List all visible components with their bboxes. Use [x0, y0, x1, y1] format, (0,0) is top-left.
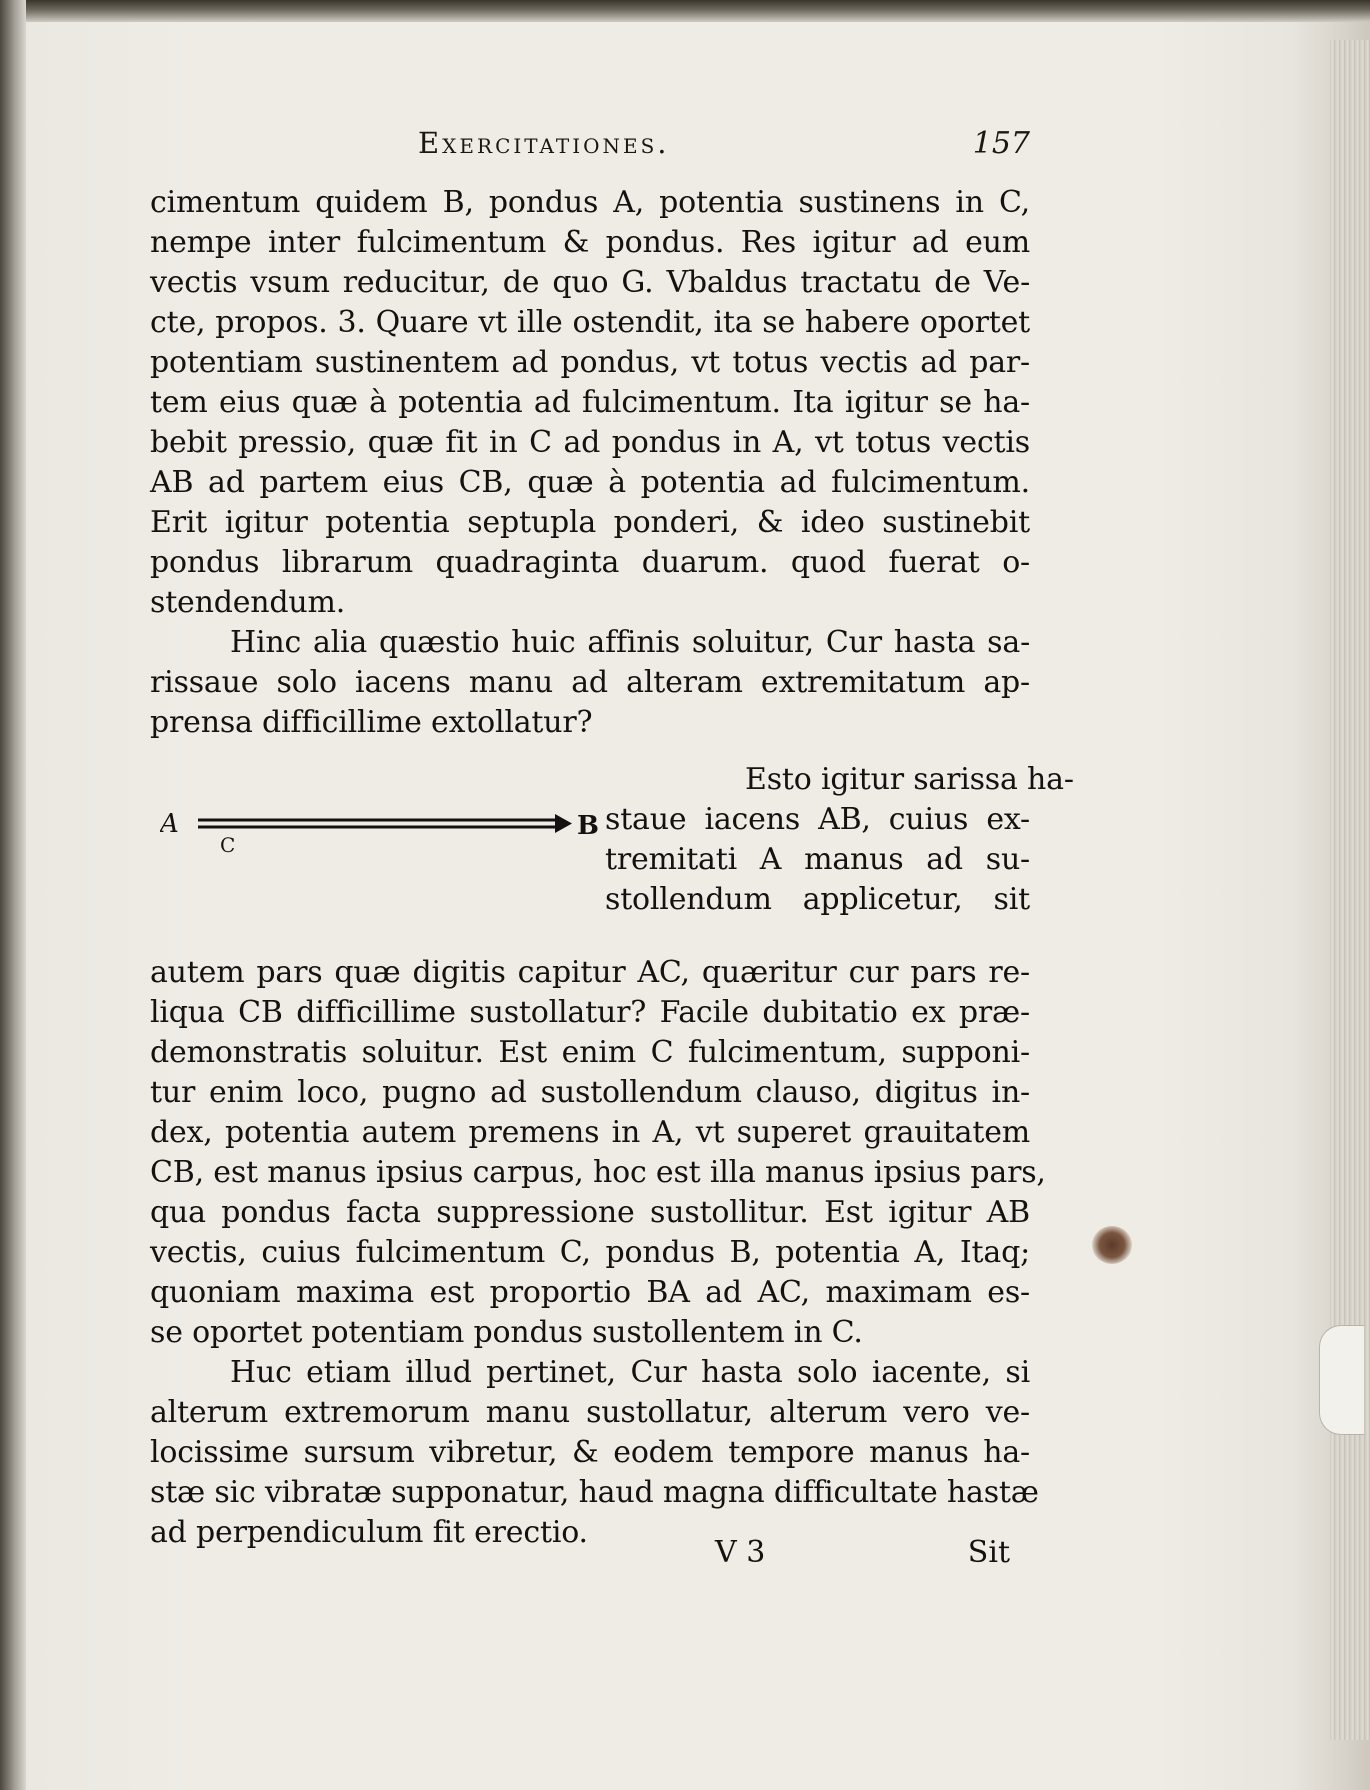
text-line: se oportet potentiam pondus sustollentem in C. — [150, 1315, 863, 1350]
signature-mark: V 3 — [715, 1535, 766, 1570]
text-line: locissime sursum vibretur, & eodem tempore manus ha- — [150, 1435, 1030, 1470]
text-line: nempe inter fulcimentum & pondus. Res igitur ad eum — [150, 225, 1030, 260]
text-line: dex, potentia autem premens in A, vt superet grauitatem — [150, 1115, 1030, 1150]
text-line: bebit pressio, quæ fit in C ad pondus in A, vt totus vectis — [150, 425, 1030, 460]
text-line: quoniam maxima est proportio BA ad AC, maximam es- — [150, 1275, 1030, 1310]
rod-arrowhead — [555, 814, 572, 833]
text-line: prensa difficillime extollatur? — [150, 705, 593, 740]
text-line: AB ad partem eius CB, quæ à potentia ad fulcimentum. — [150, 465, 1030, 500]
running-title: Exercitationes. — [418, 126, 670, 160]
text-line: Huc etiam illud pertinet, Cur hasta solo iacente, si — [230, 1355, 1030, 1390]
text-line: Erit igitur potentia septupla ponderi, & ideo sustinebit — [150, 505, 1030, 540]
text-line: cte, propos. 3. Quare vt ille ostendit, ita se habere oportet — [150, 305, 1030, 340]
label-c: C — [220, 833, 236, 857]
figure-area — [150, 760, 1074, 960]
page-header — [150, 126, 1030, 166]
text-line: ad perpendiculum fit erectio. — [150, 1515, 588, 1550]
text-line: vectis vsum reducitur, de quo G. Vbaldus tractatu de Ve- — [150, 265, 1030, 300]
text-line: Hinc alia quæstio huic affinis soluitur, Cur hasta sa- — [230, 625, 1030, 660]
text-line: stæ sic vibratæ supponatur, haud magna difficultate hastæ — [150, 1475, 1039, 1510]
text-line: tremitati A manus ad su- — [605, 842, 1030, 877]
label-b: B — [577, 811, 599, 841]
text-block-upper — [150, 183, 1030, 743]
book-gutter — [0, 0, 26, 1790]
text-line: liqua CB difficillime sustollatur? Facile dubitatio ex præ- — [150, 995, 1030, 1030]
text-line: rissaue solo iacens manu ad alteram extremitatum ap- — [150, 665, 1030, 700]
text-line: demonstratis soluitur. Est enim C fulcimentum, supponi- — [150, 1035, 1030, 1070]
figure-side-text — [605, 760, 1074, 920]
page-top-edge — [0, 0, 1370, 22]
text-block-lower — [150, 953, 1046, 1553]
text-line: CB, est manus ipsius carpus, hoc est illa manus ipsius pars, — [150, 1155, 1046, 1190]
text-line: tem eius quæ à potentia ad fulcimentum. Ita igitur se ha- — [150, 385, 1030, 420]
text-line: stendendum. — [150, 585, 346, 620]
page-tab — [1319, 1325, 1364, 1435]
text-line: alterum extremorum manu sustollatur, alterum vero ve- — [150, 1395, 1030, 1430]
ink-stain — [1092, 1226, 1132, 1264]
text-line: potentiam sustinentem ad pondus, vt totus vectis ad par- — [150, 345, 1030, 380]
text-line: stollendum applicetur, sit — [605, 882, 1030, 917]
text-line: staue iacens AB, cuius ex- — [605, 802, 1030, 837]
text-line: pondus librarum quadraginta duarum. quod fuerat o- — [150, 545, 1030, 580]
label-a: A — [160, 809, 179, 839]
text-line: cimentum quidem B, pondus A, potentia sustinens in C, — [150, 185, 1030, 220]
text-line: tur enim loco, pugno ad sustollendum clauso, digitus in- — [150, 1075, 1030, 1110]
catchword: Sit — [967, 1535, 1010, 1570]
text-line: autem pars quæ digitis capitur AC, quæritur cur pars re- — [150, 955, 1030, 990]
text-line: vectis, cuius fulcimentum C, pondus B, potentia A, Itaq; — [150, 1235, 1030, 1270]
text-line: Esto igitur sarissa ha- — [745, 762, 1074, 797]
text-line: qua pondus facta suppressione sustollitur. Est igitur AB — [150, 1195, 1030, 1230]
page-footer — [150, 1535, 1030, 1575]
lever-diagram — [160, 800, 600, 860]
page-number: 157 — [972, 126, 1030, 161]
page-fore-edge — [1330, 40, 1370, 1740]
